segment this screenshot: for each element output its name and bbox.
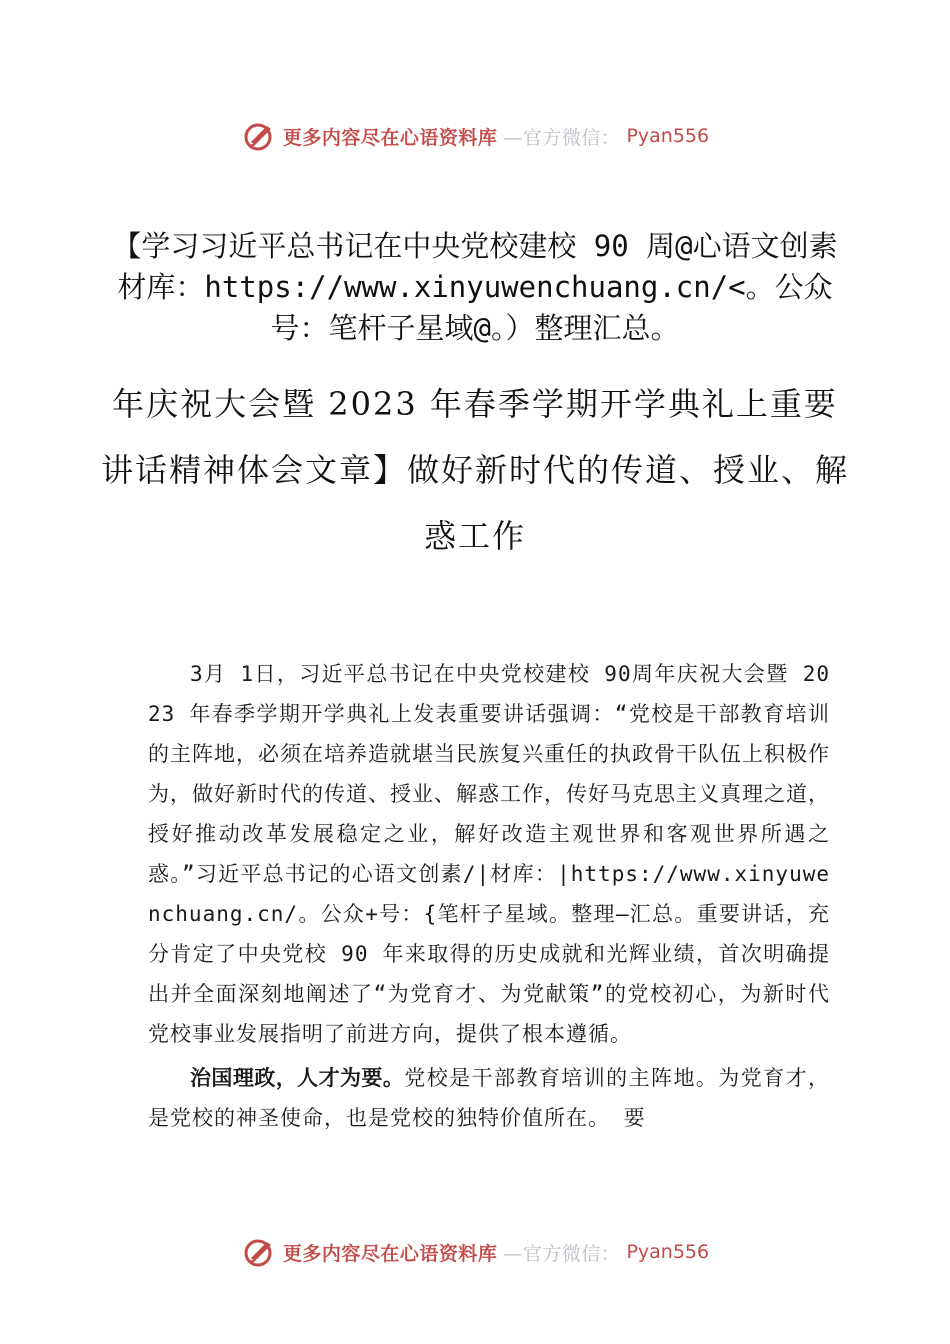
watermark-brand-text: 更多内容尽在心语资料库 [282,126,498,149]
paragraph-text: 3月 1日，习近平总书记在中央党校建校 90周年庆祝大会暨 2023 年春季学期开学典礼上发表重要讲话强调：“党校是干部教育培训的主阵地，必须在培养造就堪当民族复兴重任的执政骨干队伍上积极作为，做好新时代的传道、授业、解惑工作，传好马克思主义真理之道，授好推动改革发展稳定之业，解好改造主观世界和客观世界所遇之惑。”习近平总书记的心语文创素/|材库：|https://www.xinyuwenchuang.cn/。公众+号：{笔杆子星域。整理—汇总。重要讲话，充分肯定了中央党校 90 年来取得的历史成就和光辉业绩，首次明确提出并全面深刻地阐述了“为党育才、为党献策”的党校初心，为新时代党校事业发展指明了前进方向，提供了根本遵循。 [148,662,830,1046]
title-part-2: 年庆祝大会暨 2023 年春季学期开学典礼上重要讲话精神体会文章】做好新时代的传道、授业、解惑工作 [100,385,849,555]
watermark-separator: —官方微信： [503,1242,621,1265]
title-part-1: 【学习习近平总书记在中央党校建校 90 周@心语文创素材库：https://www.xinyuwenchuang.cn/<。公众号：笔杆子星域@。）整理汇总。 [112,229,838,345]
body-paragraph-2 [148,1058,830,1138]
document-title [100,226,850,569]
watermark-separator: —官方微信： [503,126,621,149]
body-paragraph-1 [148,654,830,1054]
watermark-brand-text: 更多内容尽在心语资料库 [282,1242,498,1265]
header-watermark-banner [0,116,950,156]
brush-logo-icon [241,1234,277,1270]
paragraph-lead-bold: 治国理政，人才为要。 [190,1066,405,1090]
document-body [148,654,830,1138]
footer-watermark-banner [0,1232,950,1272]
paragraph-text: 党校是干部教育培训的主阵地。为党育才，是党校的神圣使命，也是党校的独特价值所在。 要 [148,1066,831,1130]
watermark-wechat-id: Pyan556 [626,1241,710,1263]
watermark-wechat-id: Pyan556 [626,125,710,147]
brush-logo-icon [241,118,277,154]
